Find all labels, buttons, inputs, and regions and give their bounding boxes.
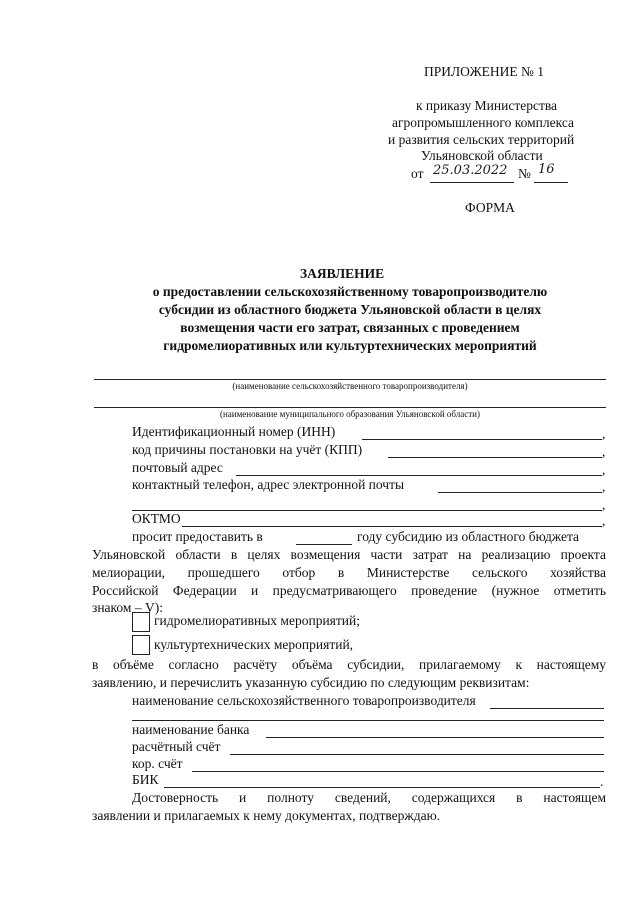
comma: , bbox=[602, 444, 606, 459]
comma: , bbox=[602, 479, 606, 494]
title-line: возмещения части его затрат, связанных с проведением bbox=[180, 320, 520, 335]
end-dot: . bbox=[600, 774, 604, 789]
document-title: ЗАЯВЛЕНИЕ bbox=[300, 266, 385, 281]
request-text: знаком – V): bbox=[92, 600, 163, 615]
year-field[interactable] bbox=[296, 544, 352, 545]
contact-field-continuation[interactable] bbox=[132, 510, 602, 511]
address-field[interactable] bbox=[236, 475, 602, 476]
form-label: ФОРМА bbox=[465, 200, 515, 215]
producer-caption: (наименование сельскохозяйственного товаропроизводителя) bbox=[232, 381, 468, 391]
comma: , bbox=[602, 513, 606, 528]
hydro-checkbox[interactable] bbox=[132, 612, 150, 632]
contact-label: контактный телефон, адрес электронной почты bbox=[132, 477, 405, 492]
producer-name-line[interactable] bbox=[94, 379, 606, 380]
inn-field[interactable] bbox=[362, 439, 602, 440]
number-underline bbox=[534, 182, 568, 183]
bik-field[interactable] bbox=[164, 787, 600, 788]
comma: , bbox=[602, 462, 606, 477]
request-text: году субсидию из областного бюджета bbox=[357, 529, 580, 544]
bik-label: БИК bbox=[132, 772, 159, 787]
inn-label: Идентификационный номер (ИНН) bbox=[132, 424, 336, 439]
closing-text: Достоверность и полноту сведений, содержащихся в настоящем bbox=[132, 790, 606, 805]
request-text: Ульяновской области в целях возмещения части затрат на реализацию проекта bbox=[92, 547, 606, 562]
order-reference-line: и развития сельских территорий bbox=[388, 132, 575, 147]
bank-name-label: наименование банка bbox=[132, 722, 250, 737]
corr-account-field[interactable] bbox=[192, 771, 604, 772]
municipality-name-line[interactable] bbox=[94, 407, 606, 408]
oktmo-label: ОКТМО bbox=[132, 511, 181, 526]
number-prefix: № bbox=[518, 166, 531, 181]
request-text: просит предоставить в bbox=[132, 529, 263, 544]
oktmo-field[interactable] bbox=[182, 526, 602, 527]
culture-option-label: культуртехнических мероприятий, bbox=[154, 637, 354, 652]
volume-text: в объёме согласно расчёту объёма субсидии, прилагаемому к настоящему bbox=[92, 657, 606, 672]
volume-text: заявлению, и перечислить указанную субсидию по следующим реквизитам: bbox=[92, 675, 530, 690]
request-text: мелиорации, прошедшего отбор в Министерстве сельского хозяйства bbox=[92, 565, 606, 580]
date-prefix: от bbox=[411, 166, 424, 181]
appendix-number: ПРИЛОЖЕНИЕ № 1 bbox=[424, 64, 545, 79]
culture-checkbox[interactable] bbox=[132, 635, 150, 655]
comma: , bbox=[602, 497, 606, 512]
kpp-label: код причины постановки на учёт (КПП) bbox=[132, 442, 363, 457]
address-label: почтовый адрес bbox=[132, 460, 223, 475]
account-field[interactable] bbox=[230, 754, 604, 755]
title-line: субсидии из областного бюджета Ульяновской области в целях bbox=[158, 302, 542, 317]
account-label: расчётный счёт bbox=[132, 739, 221, 754]
title-line: гидромелиоративных или культуртехнических мероприятий bbox=[163, 338, 537, 353]
order-reference-line: Ульяновской области bbox=[421, 148, 543, 163]
comma: , bbox=[602, 426, 606, 441]
bank-producer-label: наименование сельскохозяйственного товаропроизводителя bbox=[132, 693, 476, 708]
bank-producer-field-continuation[interactable] bbox=[132, 720, 604, 721]
date-underline bbox=[430, 182, 514, 183]
title-line: о предоставлении сельскохозяйственному товаропроизводителю bbox=[152, 284, 548, 299]
closing-text: заявлении и прилагаемых к нему документах, подтверждаю. bbox=[92, 808, 441, 823]
order-reference-line: агропромышленного комплекса bbox=[392, 115, 574, 130]
order-number: 16 bbox=[538, 162, 555, 177]
bank-name-field[interactable] bbox=[266, 737, 604, 738]
kpp-field[interactable] bbox=[388, 457, 602, 458]
request-text: Российской Федерации и предусматривающего проведение (нужное отметить bbox=[92, 583, 606, 598]
hydro-option-label: гидромелиоративных мероприятий; bbox=[154, 613, 360, 628]
order-reference-line: к приказу Министерства bbox=[416, 98, 558, 113]
contact-field[interactable] bbox=[438, 492, 602, 493]
corr-account-label: кор. счёт bbox=[132, 756, 183, 771]
municipality-caption: (наименование муниципального образования Ульяновской области) bbox=[219, 409, 480, 419]
order-date: 25.03.2022 bbox=[433, 163, 508, 178]
bank-producer-field[interactable] bbox=[490, 708, 604, 709]
